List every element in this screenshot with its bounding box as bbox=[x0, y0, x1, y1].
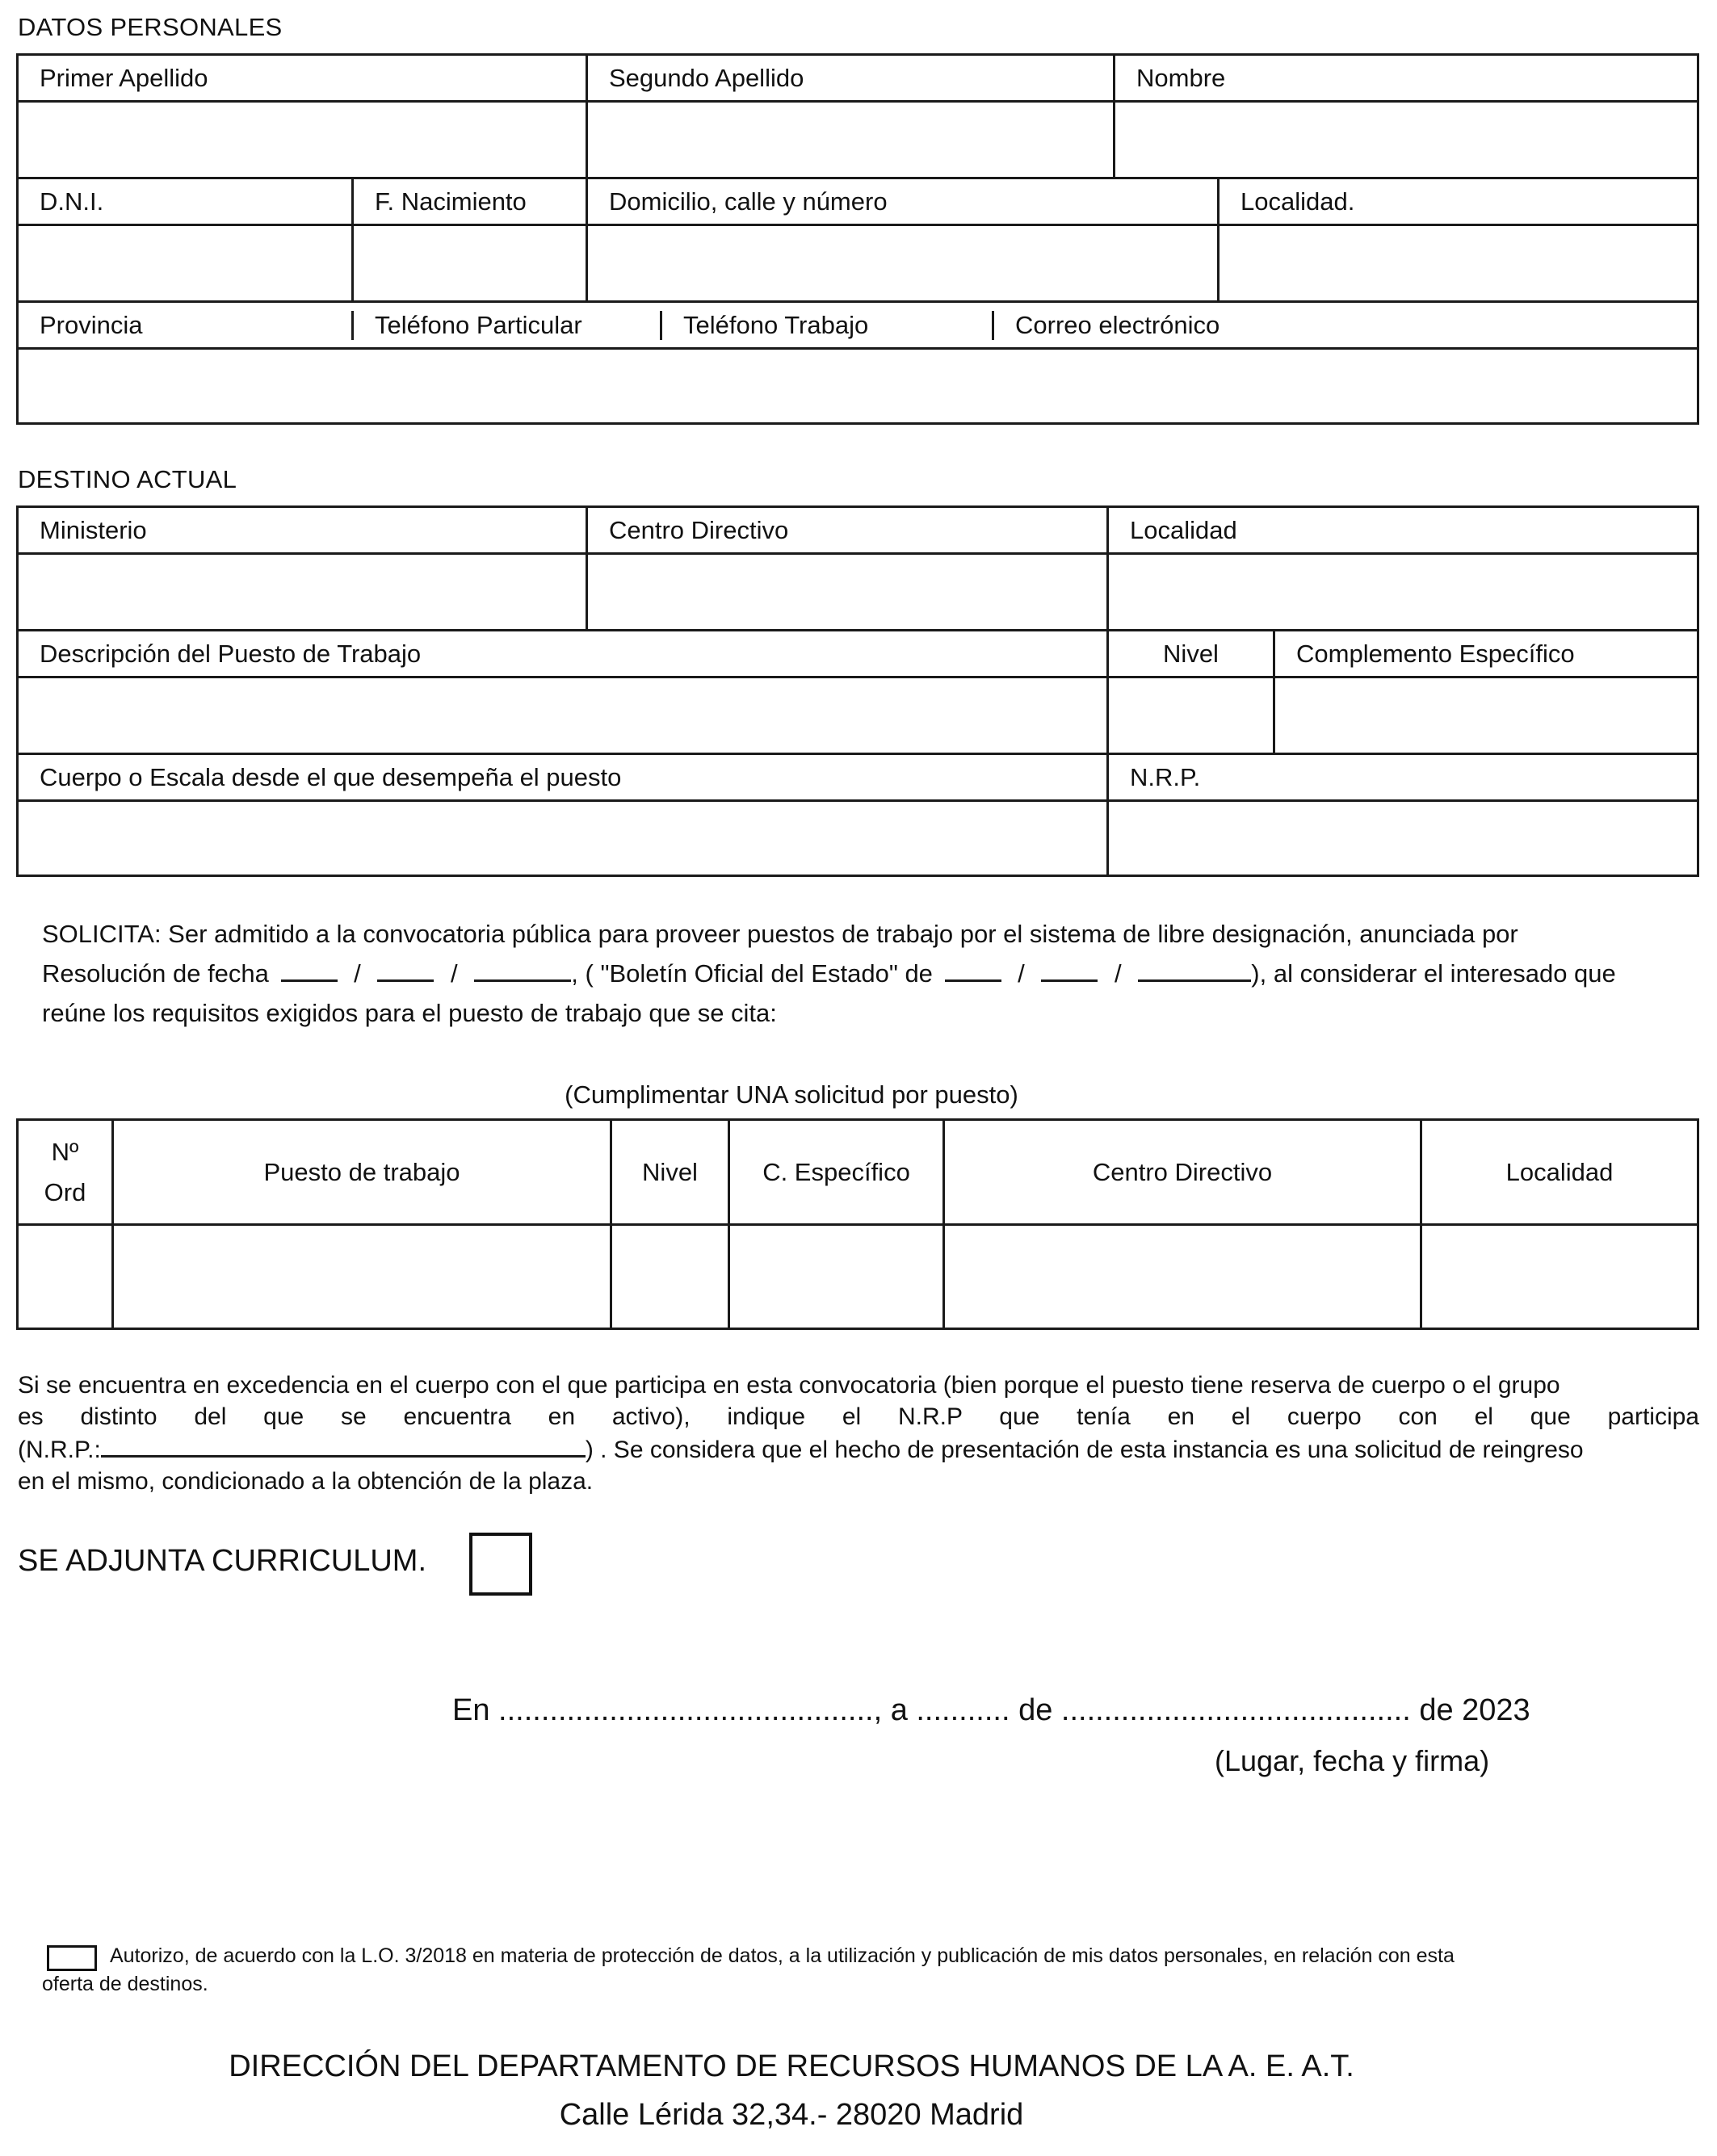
field-segundo-apellido[interactable] bbox=[588, 103, 1115, 179]
label-localidad-destino: Localidad bbox=[1109, 508, 1697, 555]
excedencia-line-4: en el mismo, condicionado a la obtención de la plaza. bbox=[18, 1468, 594, 1495]
field-domicilio[interactable] bbox=[588, 226, 1220, 303]
header-localidad: Localidad bbox=[1422, 1121, 1697, 1226]
field-dni[interactable] bbox=[19, 226, 354, 303]
field-puesto-localidad[interactable] bbox=[1422, 1226, 1697, 1328]
field-puesto-centro-directivo[interactable] bbox=[945, 1226, 1422, 1328]
excedencia-line-3-rest: ) . Se considera que el hecho de presentación de esta instancia es una solicitud de reingreso bbox=[585, 1437, 1584, 1463]
excedencia-nrp-label: (N.R.P.: bbox=[18, 1437, 101, 1463]
field-puesto-trabajo[interactable] bbox=[114, 1226, 612, 1328]
autorizo-line-2: oferta de destinos. bbox=[42, 1973, 208, 1995]
solicita-paragraph bbox=[42, 914, 1625, 1033]
field-centro-directivo[interactable] bbox=[588, 555, 1109, 631]
puestos-table bbox=[16, 1118, 1699, 1330]
label-telefono-trabajo: Teléfono Trabajo bbox=[662, 311, 994, 340]
solicita-line-2 bbox=[42, 954, 1625, 993]
label-ministerio: Ministerio bbox=[19, 508, 588, 555]
curriculum-label: SE ADJUNTA CURRICULUM. bbox=[18, 1544, 427, 1578]
header-nivel: Nivel bbox=[612, 1121, 730, 1226]
label-complemento-especifico: Complemento Específico bbox=[1275, 631, 1697, 678]
footer-address: Calle Lérida 32,34.- 28020 Madrid bbox=[559, 2098, 1024, 2132]
label-nivel: Nivel bbox=[1109, 631, 1275, 678]
excedencia-paragraph bbox=[18, 1370, 1699, 1497]
firma-caption: (Lugar, fecha y firma) bbox=[1215, 1744, 1490, 1777]
autorizo-paragraph bbox=[42, 1942, 1699, 1999]
header-c-especifico: C. Específico bbox=[730, 1121, 945, 1226]
resolucion-mes-blank[interactable] bbox=[377, 955, 434, 982]
field-nivel[interactable] bbox=[1109, 678, 1275, 755]
field-localidad[interactable] bbox=[1220, 226, 1697, 303]
slash: / bbox=[1115, 959, 1122, 988]
excedencia-line-2: es distinto del que se encuentra en activo), indique el N.R.P que tenía en el cuerpo con el que participa bbox=[18, 1403, 1699, 1430]
section-title-datos-personales: DATOS PERSONALES bbox=[18, 13, 283, 41]
label-centro-directivo: Centro Directivo bbox=[588, 508, 1109, 555]
header-centro-directivo: Centro Directivo bbox=[945, 1121, 1422, 1226]
resolucion-dia-blank[interactable] bbox=[281, 955, 338, 982]
field-primer-apellido[interactable] bbox=[19, 103, 588, 179]
field-nombre[interactable] bbox=[1115, 103, 1697, 179]
label-nrp: N.R.P. bbox=[1109, 755, 1697, 802]
datos-personales-table bbox=[16, 53, 1699, 425]
field-complemento-especifico[interactable] bbox=[1275, 678, 1697, 755]
label-segundo-apellido: Segundo Apellido bbox=[588, 56, 1115, 103]
header-puesto-trabajo: Puesto de trabajo bbox=[114, 1121, 612, 1226]
label-telefono-particular: Teléfono Particular bbox=[354, 311, 662, 340]
label-domicilio: Domicilio, calle y número bbox=[588, 179, 1220, 226]
label-dni: D.N.I. bbox=[19, 179, 354, 226]
contact-fields-row bbox=[19, 350, 1697, 422]
field-f-nacimiento[interactable] bbox=[354, 226, 588, 303]
cumplimentar-note: (Cumplimentar UNA solicitud por puesto) bbox=[565, 1080, 1018, 1109]
slash: / bbox=[1018, 959, 1025, 988]
excedencia-line-3 bbox=[18, 1432, 1699, 1466]
label-primer-apellido: Primer Apellido bbox=[19, 56, 588, 103]
boletin-close-text: ), al considerar el interesado que bbox=[1251, 959, 1616, 988]
label-provincia: Provincia bbox=[19, 311, 354, 340]
header-n-ord-line2: Ord bbox=[44, 1177, 86, 1206]
field-nrp[interactable] bbox=[1109, 802, 1697, 875]
autorizo-line-1: Autorizo, de acuerdo con la L.O. 3/2018 en materia de protección de datos, a la utilización y publicación de mis datos personales, en relación con esta bbox=[110, 1944, 1455, 1967]
contact-labels-row bbox=[19, 303, 1697, 350]
footer-direccion: DIRECCIÓN DEL DEPARTAMENTO DE RECURSOS HUMANOS DE LA A. E. A.T. bbox=[229, 2049, 1354, 2083]
boletin-label: , ( "Boletín Oficial del Estado" de bbox=[571, 959, 933, 988]
label-localidad: Localidad. bbox=[1220, 179, 1697, 226]
curriculum-checkbox[interactable] bbox=[469, 1533, 532, 1596]
destino-actual-table bbox=[16, 505, 1699, 877]
header-n-ord bbox=[19, 1121, 114, 1226]
solicita-line-3: reúne los requisitos exigidos para el puesto de trabajo que se cita: bbox=[42, 999, 777, 1027]
label-f-nacimiento: F. Nacimiento bbox=[354, 179, 588, 226]
field-localidad-destino[interactable] bbox=[1109, 555, 1697, 631]
section-title-destino-actual: DESTINO ACTUAL bbox=[18, 465, 237, 493]
label-cuerpo-escala: Cuerpo o Escala desde el que desempeña el puesto bbox=[19, 755, 1109, 802]
resolucion-anio-blank[interactable] bbox=[474, 955, 571, 982]
field-cuerpo-escala[interactable] bbox=[19, 802, 1109, 875]
firma-line: En ............................................, a ........... de ......................................... de 2023 bbox=[452, 1693, 1530, 1727]
header-n-ord-line1: Nº bbox=[51, 1137, 79, 1166]
solicita-line-1: SOLICITA: Ser admitido a la convocatoria pública para proveer puestos de trabajo por el sistema de libre designación, anunciada por bbox=[42, 920, 1518, 948]
label-nombre: Nombre bbox=[1115, 56, 1697, 103]
resolucion-label: Resolución de fecha bbox=[42, 959, 269, 988]
boletin-mes-blank[interactable] bbox=[1041, 955, 1098, 982]
label-correo-electronico: Correo electrónico bbox=[1015, 310, 1220, 339]
field-descripcion-puesto[interactable] bbox=[19, 678, 1109, 755]
boletin-dia-blank[interactable] bbox=[945, 955, 1001, 982]
slash: / bbox=[451, 959, 458, 988]
field-ministerio[interactable] bbox=[19, 555, 588, 631]
boletin-anio-blank[interactable] bbox=[1138, 955, 1251, 982]
field-n-ord[interactable] bbox=[19, 1226, 114, 1328]
excedencia-line-1: Si se encuentra en excedencia en el cuerpo con el que participa en esta convocatoria (bien porque el puesto tiene reserva de cuerpo o el grupo bbox=[18, 1372, 1560, 1399]
label-descripcion-puesto: Descripción del Puesto de Trabajo bbox=[19, 631, 1109, 678]
field-c-especifico[interactable] bbox=[730, 1226, 945, 1328]
excedencia-nrp-blank[interactable] bbox=[101, 1432, 586, 1458]
slash: / bbox=[354, 959, 361, 988]
field-puesto-nivel[interactable] bbox=[612, 1226, 730, 1328]
